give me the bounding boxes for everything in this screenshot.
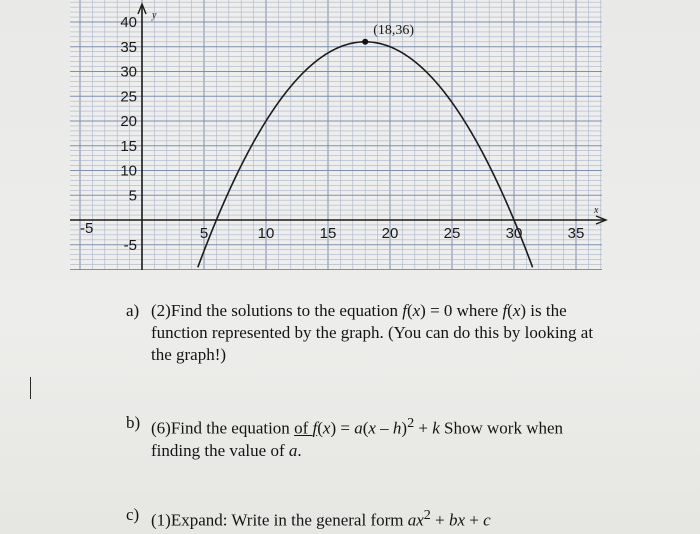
y-tick-label: 40 [120,14,137,31]
question-b-letter: b) [126,413,141,432]
y-tick-label: 30 [120,63,137,81]
question-b-equals: ) = [330,418,355,438]
question-c-ax: ax [407,510,424,530]
question-a-paren: ( [406,301,413,320]
question-b-line-2 [151,440,563,462]
y-axis-label: y [152,10,157,21]
question-b-of: of [294,418,313,438]
x-tick-label: 30 [505,225,523,242]
question-b-prefix: (6)Find the equation [151,418,295,438]
question-c-squared: 2 [423,507,431,523]
question-c-text [151,504,491,532]
y-tick-label: 35 [120,38,137,56]
question-b-squared: 2 [407,415,415,431]
question-a-paren-2: ( [507,301,513,320]
question-b-line-2-a: a [288,440,298,460]
question-b-x-symbol-2: x [368,418,376,438]
question-a-letter: a) [126,301,140,320]
question-b-text [151,412,563,462]
question-a-equals: ) = 0 where [420,301,503,320]
question-b-a-symbol: a [354,418,363,438]
question-b-f-symbol: f [312,418,318,438]
question-b-line-1: (6)Find the equation of f(x) = a(x – h)$^2$ + k Show work when [151,415,564,438]
margin-pen-mark [30,377,31,399]
x-axis-label: x [594,205,599,216]
question-a-line-1-end: ) is the [520,301,567,320]
question-c-prefix: (1)Expand: Write in the general form [151,510,408,530]
question-b-underlined [294,419,317,438]
x-tick-label: 35 [567,225,585,242]
vertex-label: (18,36) [373,22,415,38]
question-c-c: c [483,510,491,530]
y-tick-label-negative-5: -5 [123,236,137,254]
question-c-plus-1: + [430,510,449,530]
question-b-line-2-text: finding the value of [151,440,289,460]
y-tick-label: 10 [120,162,137,180]
x-tick-label: 5 [199,225,209,242]
x-tick-label: 25 [443,225,461,242]
question-a-f-symbol: f [402,301,407,320]
question-a-line-1-text: (2)Find the solutions to the equation [151,301,403,320]
question-a-line-2: function represented by the graph. (You can do this by looking at [151,323,594,342]
y-tick-label: 25 [120,88,137,106]
x-tick-label: 10 [257,225,275,242]
y-tick-label: 15 [120,137,137,155]
question-b-line-2-period: . [297,440,302,460]
question-a-x-symbol-2: x [512,301,521,320]
question-b-plus: + [414,418,433,438]
question-b-h-symbol: h [392,418,402,438]
question-a-x-symbol: x [412,301,421,320]
question-c-plus-2: + [465,510,484,530]
question-a-f-symbol-2: f [502,301,508,320]
x-tick-label-negative-5: -5 [80,220,94,237]
vertex-point [362,39,368,45]
y-tick-label: 20 [120,113,137,130]
question-b-suffix: Show work when [439,418,564,438]
x-tick-label: 20 [381,225,399,242]
question-b-k-symbol: k [432,418,440,438]
question-a-line-1 [151,300,593,322]
question-a-line-3: the graph!) [151,345,227,364]
question-b-x-symbol: x [322,418,331,438]
x-tick-label: 15 [319,225,337,242]
question-b-minus: – [375,418,393,438]
question-c-bx: bx [448,510,466,530]
question-a-text [151,300,593,366]
y-tick-label: 5 [128,187,137,205]
question-c-letter: c) [126,505,140,524]
